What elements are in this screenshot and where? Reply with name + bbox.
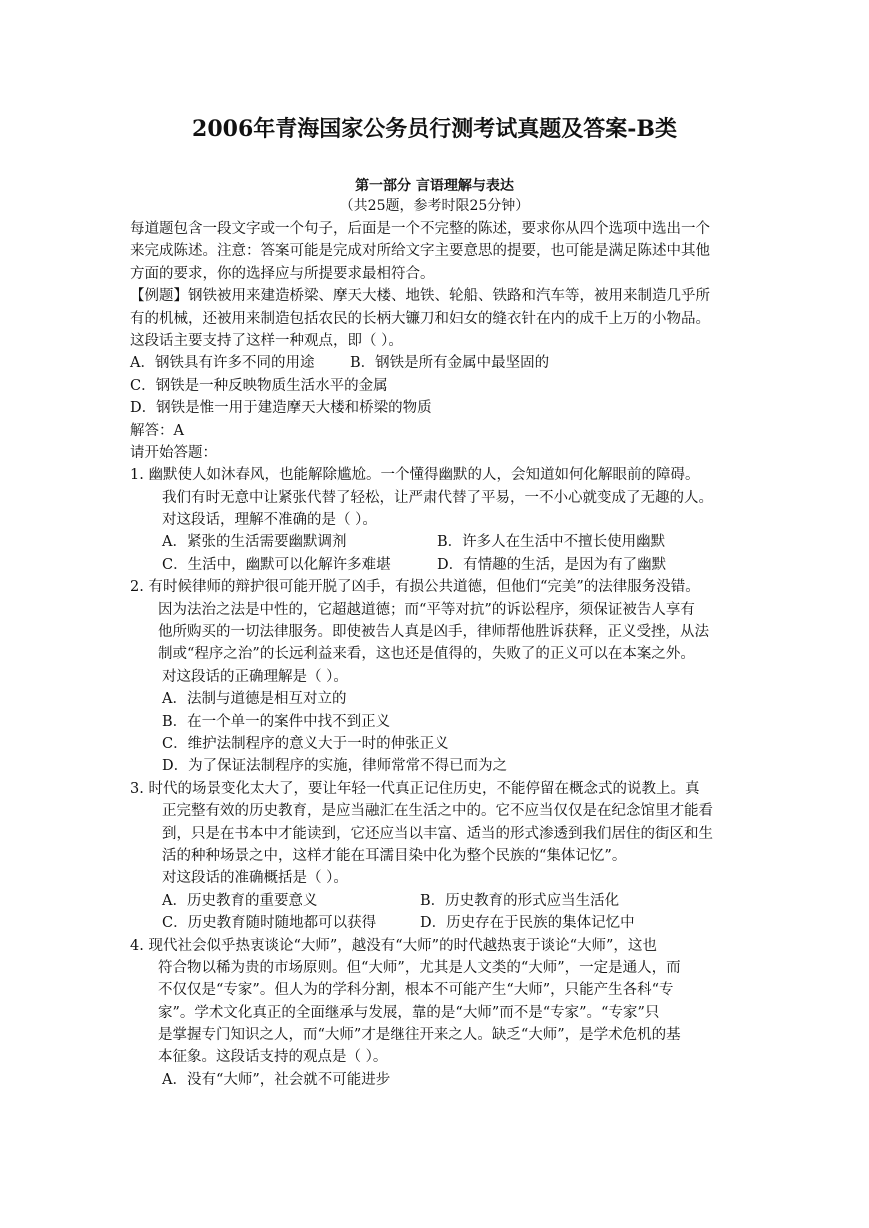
question-3-option-b: B．历史教育的形式应当生活化 [420, 892, 620, 909]
question-1-option-row [0, 531, 869, 553]
question-2-prompt: 对这段话的正确理解是（ ）。 [162, 668, 348, 685]
section-meta: （共25题，参考时限25分钟） [339, 198, 530, 214]
question-3-prompt: 对这段话的准确概括是（ ）。 [162, 870, 348, 887]
question-1-option-c: C．生活中，幽默可以化解许多难堪 [162, 556, 391, 573]
question-2-option-d: D．为了保证法制程序的实施，律师常常不得已而为之 [162, 758, 508, 775]
question-1-option-row [0, 554, 869, 576]
question-4-line: 符合物以稀为贵的市场原则。但“大师”，尤其是人文类的“大师”，一定是通人，而 [158, 959, 681, 976]
example-option-b: B．钢铁是所有金属中最坚固的 [350, 355, 550, 372]
question-4-line: 是掌握专门知识之人，而“大师”才是继往开来之人。缺乏“大师”，是学术危机的基 [158, 1027, 681, 1044]
question-1-option-b: B．许多人在生活中不擅长使用幽默 [437, 534, 666, 551]
intro-line: 每道题包含一段文字或一个句子，后面是一个不完整的陈述，要求你从四个选项中选出一个 [130, 221, 710, 237]
example-option-row [0, 352, 869, 374]
question-4-line: 不仅仅是“专家”。但人为的学科分割，根本不可能产生“大师”，只能产生各科“专 [158, 982, 674, 999]
question-3-option-row [0, 890, 869, 912]
document-title: 2006年青海国家公务员行测考试真题及答案-B类 [192, 116, 677, 142]
question-3-line: 到，只是在书本中才能读到，它还应当以丰富、适当的形式渗透到我们居住的街区和生 [162, 825, 713, 842]
start-label: 请开始答题： [130, 444, 217, 461]
question-3-line: 正完整有效的历史教育，是应当融汇在生活之中的。它不应当仅仅是在纪念馆里才能看 [162, 803, 713, 820]
question-4-prompt: 本征象。这段话支持的观点是（ ）。 [158, 1049, 388, 1066]
intro-line: 方面的要求，你的选择应与所提要求最相符合。 [130, 265, 435, 282]
question-3-option-d: D．历史存在于民族的集体记忆中 [420, 915, 635, 932]
example-option-c: C．钢铁是一种反映物质生活水平的金属 [130, 377, 388, 394]
question-1-option-a: A．紧张的生活需要幽默调剂 [162, 534, 347, 551]
question-1-line: 我们有时无意中让紧张代替了轻松，让严肃代替了平易，一不小心就变成了无趣的人。 [162, 489, 713, 506]
section-title: 第一部分 言语理解与表达 [355, 178, 514, 194]
document-body [0, 218, 869, 1091]
question-2-line: 因为法治之法是中性的，它超越道德；而“平等对抗”的诉讼程序，须保证被告人享有 [158, 601, 695, 618]
question-1-prompt: 对这段话，理解不准确的是（ ）。 [162, 512, 377, 529]
question-4-option-a: A．没有“大师”，社会就不可能进步 [162, 1071, 391, 1088]
example-line: 【例题】钢铁被用来建造桥梁、摩天大楼、地铁、轮船、铁路和汽车等，被用来制造几乎所 [130, 288, 710, 305]
question-2-option-a: A．法制与道德是相互对立的 [162, 691, 347, 708]
question-3-option-a: A．历史教育的重要意义 [162, 892, 318, 909]
question-1-line: 1. 幽默使人如沐春风，也能解除尴尬。一个懂得幽默的人，会知道如何化解眼前的障碍。 [130, 467, 700, 484]
question-4-line: 4. 现代社会似乎热衷谈论“大师”，越没有“大师”的时代越热衷于谈论“大师”，这也 [130, 937, 657, 954]
question-2-line: 他所购买的一切法律服务。即使被告人真是凶手，律师帮他胜诉获释，正义受挫，从法 [158, 624, 709, 641]
question-2-option-c: C．维护法制程序的意义大于一时的伸张正义 [162, 735, 449, 752]
question-3-option-c: C．历史教育随时随地都可以获得 [162, 915, 377, 932]
question-2-line: 2. 有时候律师的辩护很可能开脱了凶手，有损公共道德，但他们“完美”的法律服务没错。 [130, 579, 700, 596]
question-4-line: 家”。学术文化真正的全面继承与发展，靠的是“大师”而不是“专家”。“专家”只 [158, 1004, 660, 1021]
question-3-line: 3. 时代的场景变化太大了，要让年轻一代真正记住历史，不能停留在概念式的说教上。真 [130, 780, 700, 797]
example-option-d: D．钢铁是惟一用于建造摩天大楼和桥梁的物质 [130, 400, 432, 417]
intro-line: 来完成陈述。注意：答案可能是完成对所给文字主要意思的提要，也可能是满足陈述中其他 [130, 243, 710, 260]
question-3-line: 活的种种场景之中，这样才能在耳濡目染中化为整个民族的“集体记忆”。 [162, 847, 627, 864]
question-1-option-d: D．有情趣的生活，是因为有了幽默 [437, 556, 667, 573]
question-3-option-row [0, 912, 869, 934]
example-line: 有的机械，还被用来制造包括农民的长柄大镰刀和妇女的缝衣针在内的成千上万的小物品。 [130, 310, 710, 327]
question-2-option-b: B．在一个单一的案件中找不到正义 [162, 713, 391, 730]
example-answer: 解答：A [130, 422, 184, 439]
question-2-line: 制或“程序之治”的长远利益来看，这也还是值得的，失败了的正义可以在本案之外。 [158, 646, 695, 663]
example-option-a: A．钢铁具有许多不同的用途 [130, 355, 315, 372]
example-line: 这段话主要支持了这样一种观点，即（ ）。 [130, 332, 403, 349]
